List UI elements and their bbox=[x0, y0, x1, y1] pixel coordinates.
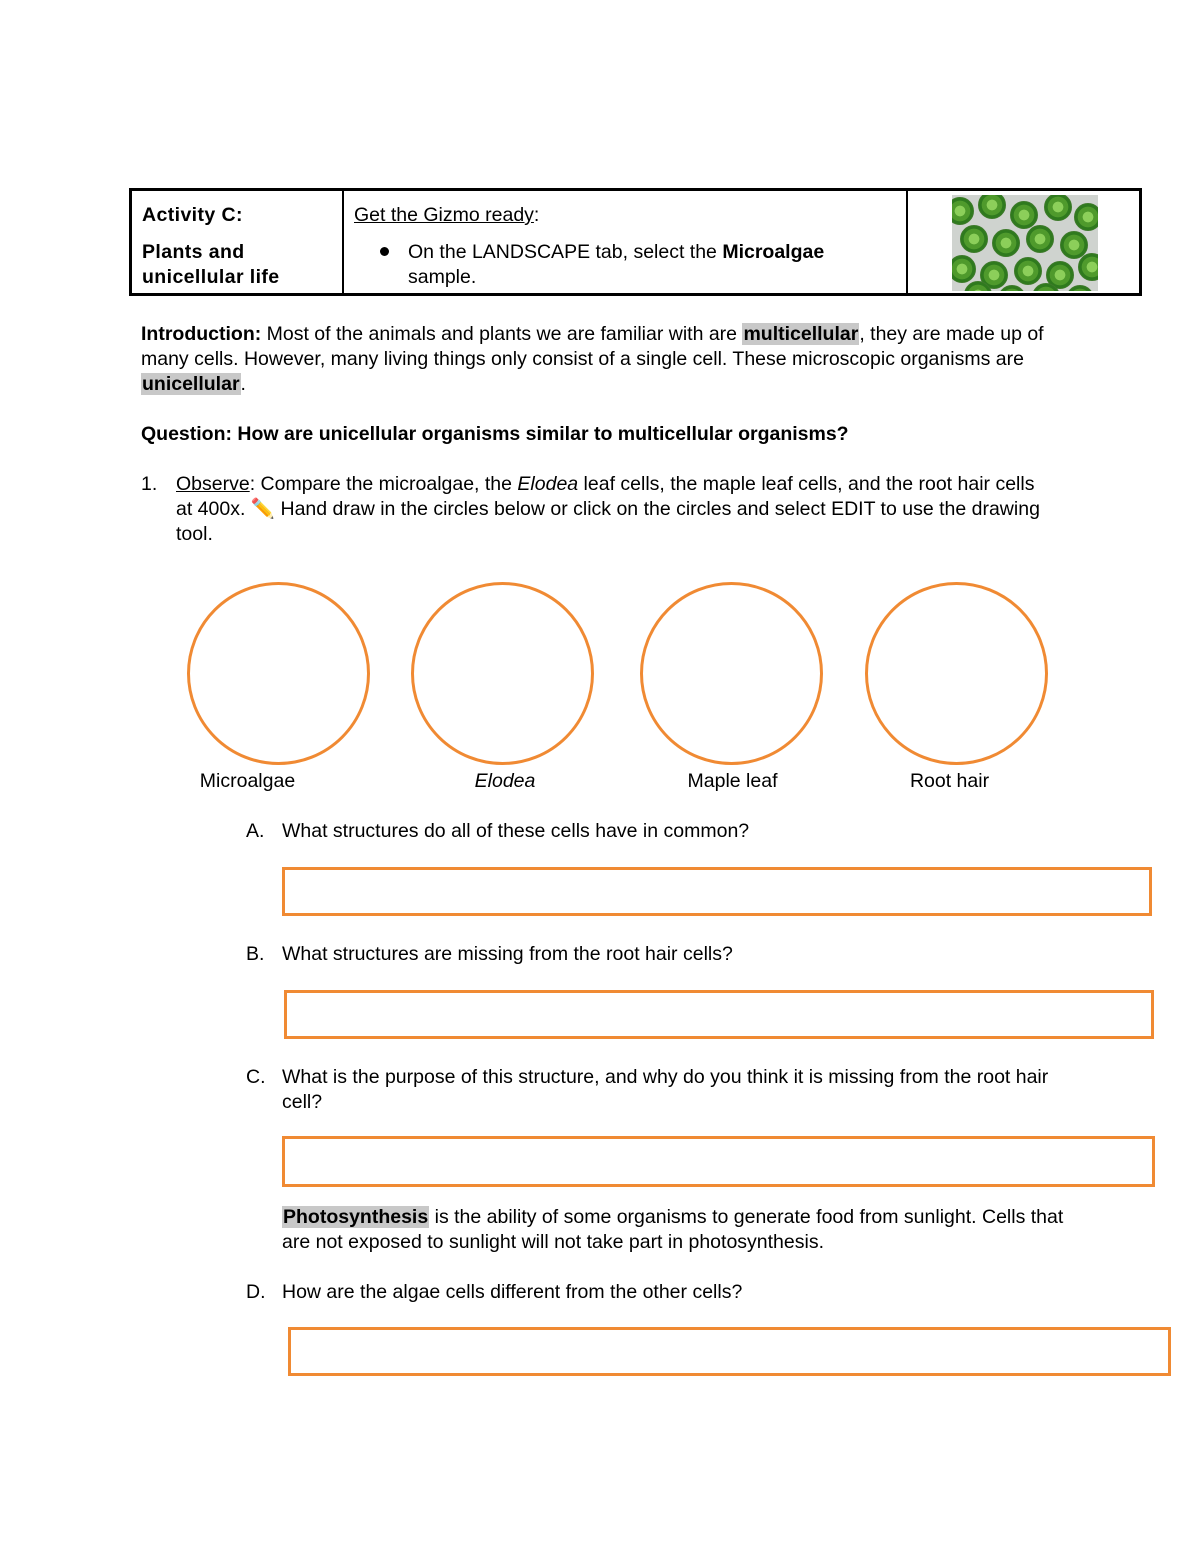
algae-cell bbox=[1078, 253, 1098, 281]
question-d-text: How are the algae cells different from the other cells? bbox=[282, 1281, 743, 1303]
algae-cell bbox=[1066, 285, 1094, 291]
algae-cell bbox=[1074, 203, 1098, 231]
answer-box-c[interactable] bbox=[282, 1136, 1155, 1187]
question-a-letter: A. bbox=[246, 820, 265, 842]
drawing-circle-maple-leaf[interactable] bbox=[640, 582, 823, 765]
instruction-sample: Microalgae bbox=[722, 241, 825, 263]
question-b-letter: B. bbox=[246, 943, 265, 965]
bullet-icon bbox=[380, 247, 389, 256]
question-a-text: What structures do all of these cells have in common? bbox=[282, 820, 750, 842]
circle-label-elodea: Elodea bbox=[474, 770, 536, 792]
answer-box-d[interactable] bbox=[288, 1327, 1171, 1376]
activity-title-cell bbox=[142, 203, 342, 290]
circle-label-root-hair: Root hair bbox=[909, 770, 990, 792]
intro-label: Introduction: bbox=[141, 323, 262, 345]
q1-text bbox=[176, 472, 1056, 547]
answer-box-a[interactable] bbox=[282, 867, 1152, 916]
activity-title: Plants and unicellular life bbox=[142, 241, 280, 288]
instruction-text-end: sample. bbox=[408, 266, 477, 288]
q1-text-part: : Compare the microalgae, the bbox=[249, 473, 518, 495]
instruction-bullet bbox=[354, 240, 894, 290]
gizmo-ready-colon: : bbox=[533, 204, 540, 226]
question-c-text: What is the purpose of this structure, and why do you think it is missing from the root hair cell? bbox=[282, 1066, 1049, 1113]
q1-text-part: leaf cells, the maple leaf cells, and the root hair cells at 400x. ✏️ Hand draw in the circles below or click on the circles and select EDIT to use the drawing tool. bbox=[176, 473, 1040, 545]
circle-label-microalgae: Microalgae bbox=[199, 770, 296, 792]
activity-label: Activity C: bbox=[142, 204, 243, 226]
circle-label-maple-leaf: Maple leaf bbox=[687, 770, 778, 792]
algae-cell bbox=[1010, 201, 1038, 229]
answer-box-b[interactable] bbox=[284, 990, 1154, 1039]
photosynthesis-note bbox=[282, 1205, 1082, 1255]
algae-cell bbox=[952, 197, 974, 225]
algae-cell bbox=[992, 229, 1020, 257]
intro-text-end: . bbox=[240, 373, 246, 395]
term-photosynthesis: Photosynthesis bbox=[283, 1206, 429, 1228]
intro-text: Most of the animals and plants we are familiar with are bbox=[261, 323, 743, 345]
algae-cell bbox=[1014, 257, 1042, 285]
q1-number: 1. bbox=[141, 473, 158, 495]
column-divider bbox=[342, 191, 344, 293]
q1-observe-label: Observe bbox=[176, 473, 250, 495]
photosynthesis-text: is the ability of some organisms to generate food from sunlight. Cells that are not exposed to sunlight will not take part in photosynthesis. bbox=[282, 1206, 1064, 1253]
question-b-text: What structures are missing from the root hair cells? bbox=[282, 943, 733, 965]
algae-cell bbox=[952, 255, 976, 283]
main-question: Question: How are unicellular organisms similar to multicellular organisms? bbox=[141, 423, 849, 445]
gizmo-ready-label: Get the Gizmo ready bbox=[354, 204, 534, 226]
term-unicellular: unicellular bbox=[142, 373, 240, 395]
drawing-circle-elodea[interactable] bbox=[411, 582, 594, 765]
algae-cell bbox=[1026, 225, 1054, 253]
drawing-circle-microalgae[interactable] bbox=[187, 582, 370, 765]
microalgae-image bbox=[952, 195, 1098, 291]
question-d-letter: D. bbox=[246, 1281, 266, 1303]
drawing-circle-root-hair[interactable] bbox=[865, 582, 1048, 765]
introduction-paragraph bbox=[141, 322, 1051, 397]
q1-elodea: Elodea bbox=[517, 473, 579, 495]
algae-cell bbox=[978, 195, 1006, 219]
term-multicellular: multicellular bbox=[743, 323, 859, 345]
question-c-letter: C. bbox=[246, 1066, 266, 1088]
instruction-text: On the LANDSCAPE tab, select the bbox=[408, 241, 723, 263]
gizmo-instructions-cell bbox=[354, 203, 894, 290]
algae-cell bbox=[960, 225, 988, 253]
algae-cell bbox=[1044, 195, 1072, 221]
column-divider bbox=[906, 191, 908, 293]
activity-header-table bbox=[129, 188, 1142, 296]
intro-text: , they are made up of many cells. However, many living things only consist of a single cell. These microscopic organisms are bbox=[141, 323, 1044, 370]
